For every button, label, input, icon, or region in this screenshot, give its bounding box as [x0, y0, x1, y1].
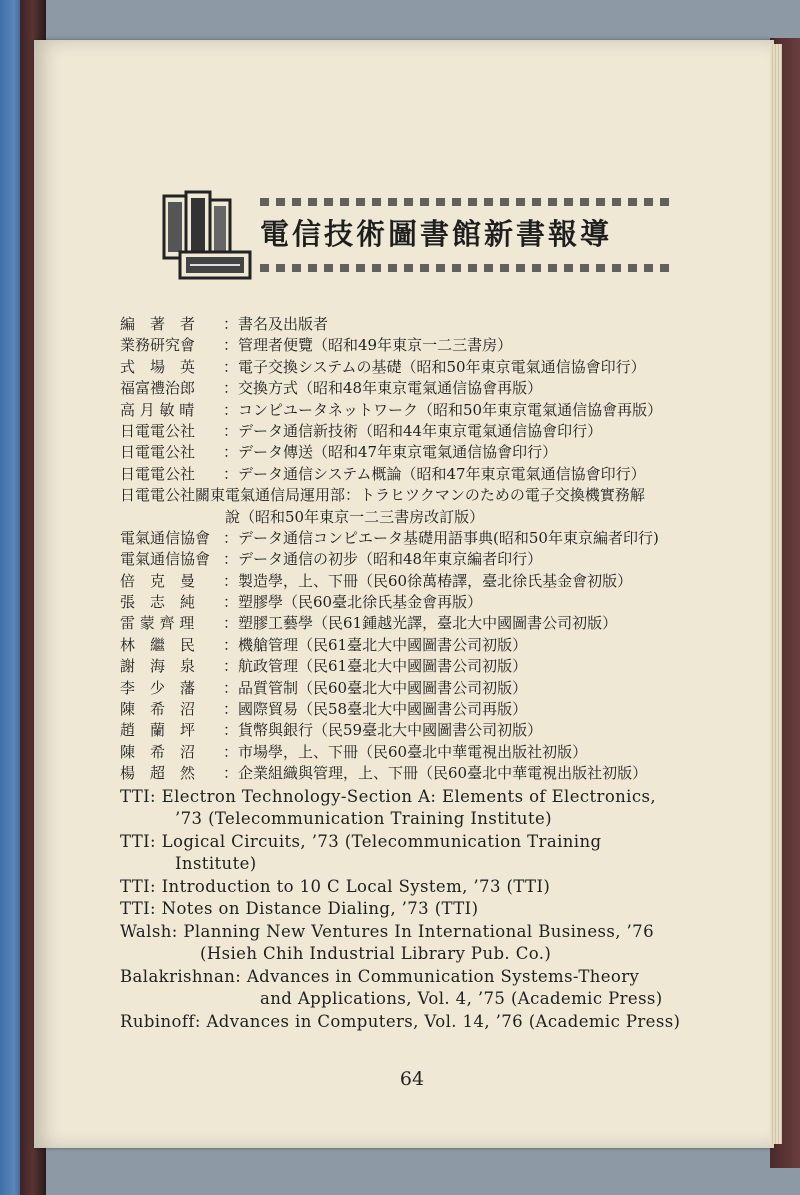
- list-item: [120, 357, 730, 378]
- entry-separator: ：: [223, 379, 239, 398]
- list-item: [120, 507, 730, 528]
- entry-separator: ：: [223, 678, 239, 697]
- entry-title: 電子交換システムの基礎（昭和50年東京電氣通信協會印行）: [238, 357, 646, 376]
- entry-title: 交換方式（昭和48年東京電氣通信協會再版）: [238, 379, 543, 398]
- entry-separator: ：: [223, 464, 239, 483]
- list-item: [120, 763, 730, 784]
- entry-author: 倍 克 曼: [120, 571, 196, 590]
- list-item: [120, 464, 730, 485]
- entry-title: データ通信システム概論（昭和47年東京電氣通信協會印行）: [238, 464, 646, 483]
- entry-separator: ：: [223, 571, 239, 590]
- entry-title: データ傳送（昭和47年東京電氣通信協會印行）: [238, 443, 558, 462]
- books-illustration-icon: [160, 186, 260, 286]
- entry-author: 李 少 藩: [120, 678, 196, 697]
- entry-author: 日電電公社關東電氣通信局運用部: [120, 486, 346, 505]
- entry-title: データ通信の初步（昭和48年東京編者印行）: [238, 550, 543, 569]
- entry-separator: ：: [223, 764, 239, 783]
- list-item: Balakrishnan: Advances in Communication Systems-Theory: [120, 966, 640, 986]
- list-item: and Applications, Vol. 4, ’75 (Academic Press): [260, 989, 663, 1009]
- entry-separator: ：: [223, 357, 239, 376]
- entry-separator: ：: [223, 400, 239, 419]
- entry-separator: ：: [223, 614, 239, 633]
- entry-separator: ：: [223, 528, 239, 547]
- entry-separator: ：: [223, 550, 239, 569]
- list-item: [120, 656, 730, 677]
- list-item: Walsh: Planning New Ventures In International Business, ’76: [120, 921, 654, 941]
- header-dashes-top: [260, 198, 670, 206]
- list-item: [120, 485, 730, 506]
- entry-separator: ：: [223, 742, 239, 761]
- entry-author: 編 著 者: [120, 315, 196, 333]
- list-item: Institute): [175, 854, 257, 874]
- list-item: TTI: Logical Circuits, ’73 (Telecommunication Training: [120, 831, 602, 851]
- list-item: [120, 720, 730, 741]
- entry-separator: ：: [223, 421, 239, 440]
- list-item: (Hsieh Chih Industrial Library Pub. Co.): [200, 944, 552, 964]
- list-item: [120, 571, 730, 592]
- entry-separator: ：: [223, 700, 239, 719]
- list-item: [120, 613, 730, 634]
- entry-author: 電氣通信協會: [120, 550, 211, 569]
- list-item: [120, 335, 730, 356]
- list-item: [120, 742, 730, 763]
- entry-separator: ：: [223, 635, 239, 654]
- entry-title: トラヒツクマンのための電子交換機實務解: [360, 486, 645, 505]
- page-number: 64: [399, 1068, 425, 1090]
- list-item: [120, 549, 730, 570]
- english-entries: [120, 786, 730, 1034]
- entry-title: 品質管制（民60臺北大中國圖書公司初版）: [238, 678, 528, 697]
- list-item: ’73 (Telecommunication Training Institute): [175, 809, 552, 829]
- entry-separator: ：: [345, 486, 361, 505]
- entry-title: 航政管理（民61臺北大中國圖書公司初版）: [238, 657, 528, 676]
- list-item: [120, 592, 730, 613]
- entry-author: 福富禮治郎: [120, 379, 196, 398]
- entry-title: 國際貿易（民58臺北大中國圖書公司再版）: [238, 700, 528, 719]
- entry-title: 機艙管理（民61臺北大中國圖書公司初版）: [238, 635, 528, 654]
- list-item: TTI: Introduction to 10 C Local System, ’73 (TTI): [120, 876, 551, 896]
- entry-separator: ：: [223, 443, 239, 462]
- entry-title: 市場學，上、下冊（民60臺北中華電視出版社初版）: [238, 742, 588, 761]
- entry-author: 陳 希 沼: [120, 700, 196, 719]
- list-item: [120, 421, 730, 442]
- entry-author: 趙 蘭 坪: [120, 721, 196, 740]
- entry-author: 楊 超 然: [120, 764, 196, 783]
- list-item: [120, 635, 730, 656]
- entry-author: 高 月 敏 晴: [120, 400, 195, 419]
- list-item: [120, 678, 730, 699]
- entry-author: 日電電公社: [120, 421, 196, 440]
- entry-author: 陳 希 沼: [120, 742, 196, 761]
- entry-author: 雷 蒙 齊 理: [120, 614, 195, 633]
- entry-separator: ：: [223, 593, 239, 612]
- entry-separator: ：: [223, 336, 239, 355]
- entry-author: 日電電公社: [120, 464, 196, 483]
- list-item: [120, 378, 730, 399]
- entry-title: 書名及出版者: [238, 315, 329, 333]
- header-dashes-bottom: [260, 264, 670, 272]
- list-item: TTI: Notes on Distance Dialing, ’73 (TTI): [120, 899, 479, 919]
- entry-author: 電氣通信協會: [120, 528, 211, 547]
- list-item: [120, 400, 730, 421]
- entry-title: 製造學，上、下冊（民60徐萬椿譯，臺北徐氏基金會初版）: [238, 571, 633, 590]
- entry-author: 謝 海 泉: [120, 657, 196, 676]
- entry-title: 說（昭和50年東京一二三書房改訂版）: [225, 507, 485, 526]
- entry-separator: ：: [223, 315, 239, 333]
- entry-title: 管理者便覽（昭和49年東京一二三書房）: [238, 336, 513, 355]
- entry-title: 企業組織與管理，上、下冊（民60臺北中華電視出版社初版）: [238, 764, 648, 783]
- list-item: [120, 314, 730, 335]
- page-title: 電信技術圖書館新書報導: [260, 217, 613, 251]
- entry-title: コンピユータネットワーク（昭和50年東京電氣通信協會再版）: [238, 400, 663, 419]
- entry-title: 塑膠學（民60臺北徐氏基金會再版）: [238, 593, 483, 612]
- entry-separator: ：: [223, 657, 239, 676]
- entry-title: 貨幣與銀行（民59臺北大中國圖書公司初版）: [238, 721, 543, 740]
- page-stack-edge: [770, 44, 782, 1144]
- entry-author: 張 志 純: [120, 593, 196, 612]
- chinese-entries: [120, 314, 730, 785]
- section-header: [160, 186, 680, 286]
- entry-author: 業務研究會: [120, 336, 196, 355]
- list-item: [120, 699, 730, 720]
- list-item: [120, 528, 730, 549]
- list-item: [120, 442, 730, 463]
- book-list: [120, 314, 730, 1033]
- entry-title: データ通信新技術（昭和44年東京電氣通信協會印行）: [238, 421, 603, 440]
- list-item: TTI: Electron Technology-Section A: Elements of Electronics,: [120, 786, 657, 806]
- entry-author: 林 繼 民: [120, 635, 196, 654]
- list-item: Rubinoff: Advances in Computers, Vol. 14, ’76 (Academic Press): [120, 1011, 681, 1031]
- entry-author: 式 場 英: [120, 357, 196, 376]
- entry-title: 塑膠工藝學（民61鍾越光譯，臺北大中國圖書公司初版）: [238, 614, 618, 633]
- entry-title: データ通信コンピエータ基礎用語事典(昭和50年東京編者印行): [238, 528, 659, 547]
- entry-author: 日電電公社: [120, 443, 196, 462]
- entry-separator: ：: [223, 721, 239, 740]
